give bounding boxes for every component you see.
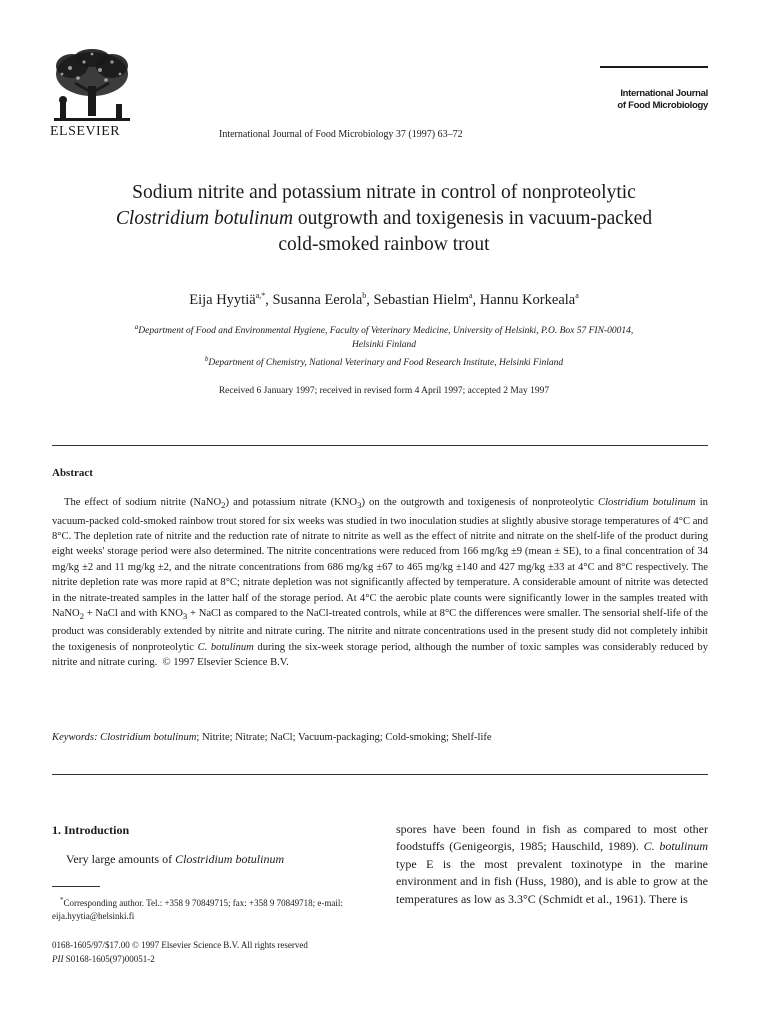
title-line2 — [40, 206, 728, 232]
copyright-block — [52, 938, 308, 966]
publisher-name: ELSEVIER — [50, 124, 121, 139]
footnote-text: Corresponding author. Tel.: +358 9 70849715; fax: +358 9 70849718; e-mail: eija.hyytia@helsinki.fi — [52, 898, 343, 921]
affiliation-a: $^a$Department of Food and Environmental Hygiene, Faculty of Veterinary Medicine, University of Helsinki, P.O. Box 57 FIN-00014, — [134, 323, 634, 337]
footnote-mark: * — [60, 896, 64, 904]
received-dates: Received 6 January 1997; received in revised form 4 April 1997; accepted 2 May 1997 — [218, 386, 550, 396]
affiliations — [40, 320, 728, 370]
journal-brand-line1: International Journal — [620, 88, 708, 99]
intro-continuation: spores have been found in fish as compared to most other foodstuffs (Genigeorgis, 1985; Hauschild, 1989). C. botulinum type E is the most prevalent toxinotype in the marine environment and in fish (Huss, 1980), and is able to grow at the temperatures as low as 3.3°C (Schmidt et al., 1961). There is — [396, 822, 708, 906]
author: Eija Hyytiä$^{a,*}$, — [189, 291, 273, 308]
pii-value: S0168-1605(97)00051-2 — [63, 954, 155, 964]
abstract-body: The effect of sodium nitrite (NaNO$_2$) and potassium nitrate $(KNO_3)$ on the outgrowth and toxigenesis of nonproteolytic Clostridium botulinum in vacuum-packed cold-smoked rainbow trout stored for six weeks was studied in two inoculation studies at slightly abusive storage temperatures of 4°C and 8°C. The depletion rate of nitrite and the reduction rate of nitrate to nitrite as well as the effect of nitrite and nitrate on the shelf-life of the product during eight weeks' storage period were also determined. The nitrite concentrations were reduced from 166 mg/kg ±9 (mean ± SE), to a final concentration of 34 mg/kg ±2 and 11 mg/kg ±2, and the nitrate concentrations from 686 mg/kg ±67 to 465 mg/kg ±140 and 427 mg/kg ±33 at 4°C and 8°C respectively. The nitrite depletion rate was more rapid at 8°C; nitrate depletion was not significantly affected by temperature. A considerable amount of nitrite was detected in the nitrate-treated samples in the latter half of the storage period. At 4°C the aerobic plate counts were significantly lower in the samples treated with NaNO$_2$ + NaCl and with $KNO_3$ + NaCl as compared to the NaCl-treated controls, while at 8°C the differences were smaller. The sensorial shelf-life of the product was considerably extended by nitrite and nitrate curing. The nitrite and nitrate concentrations used in the present study did not completely inhibit the toxigenesis of nonproteolytic C. botulinum during the six-week storage period, although the number of toxic samples was considerably reduced by nitrite and nitrate curing. © 1997 Elsevier Science B.V. — [52, 497, 708, 669]
divider — [52, 445, 708, 446]
author-list — [40, 291, 728, 309]
author: Hannu Korkeala$^a$ — [479, 291, 579, 308]
elsevier-tree-icon — [50, 48, 134, 126]
author: Sebastian Hielm$^a$, — [373, 291, 480, 308]
intro-paragraph: Very large amounts of Clostridium botulinum — [66, 852, 285, 866]
copyright-line: 0168-1605/97/$17.00 © 1997 Elsevier Science B.V. All rights reserved — [52, 940, 308, 950]
title-organism: Clostridium botulinum — [115, 208, 294, 229]
affiliation-b: $^b$Department of Chemistry, National Veterinary and Food Research Institute, Helsinki Finland — [204, 355, 564, 369]
footnote — [52, 894, 362, 923]
pii-line — [52, 952, 308, 966]
affiliation-a-city: Helsinki Finland — [351, 340, 417, 351]
keywords-label: Keywords: — [52, 732, 98, 743]
section-heading: 1. Introduction — [52, 823, 130, 837]
keywords-list: Clostridium botulinum; Nitrite; Nitrate; NaCl; Vacuum-packaging; Cold-smoking; Shelf-life — [100, 732, 492, 743]
title-line2-rest: outgrowth and toxigenesis in vacuum-packed — [293, 208, 653, 229]
footnote-rule — [52, 886, 100, 887]
abstract-heading: Abstract — [52, 467, 93, 479]
journal-citation: International Journal of Food Microbiology 37 (1997) 63–72 — [219, 129, 463, 140]
keywords — [52, 732, 708, 743]
title-line3: cold-smoked rainbow trout — [278, 234, 490, 255]
author: Susanna Eerola$^b$, — [272, 291, 374, 308]
journal-brand-line2: of Food Microbiology — [617, 100, 708, 111]
article-title — [40, 180, 728, 258]
brand-rule — [600, 66, 708, 68]
pii-label: PII — [52, 954, 64, 964]
journal-brand — [600, 88, 708, 112]
divider — [52, 774, 708, 775]
title-line1: Sodium nitrite and potassium nitrate in control of nonproteolytic — [132, 182, 636, 203]
